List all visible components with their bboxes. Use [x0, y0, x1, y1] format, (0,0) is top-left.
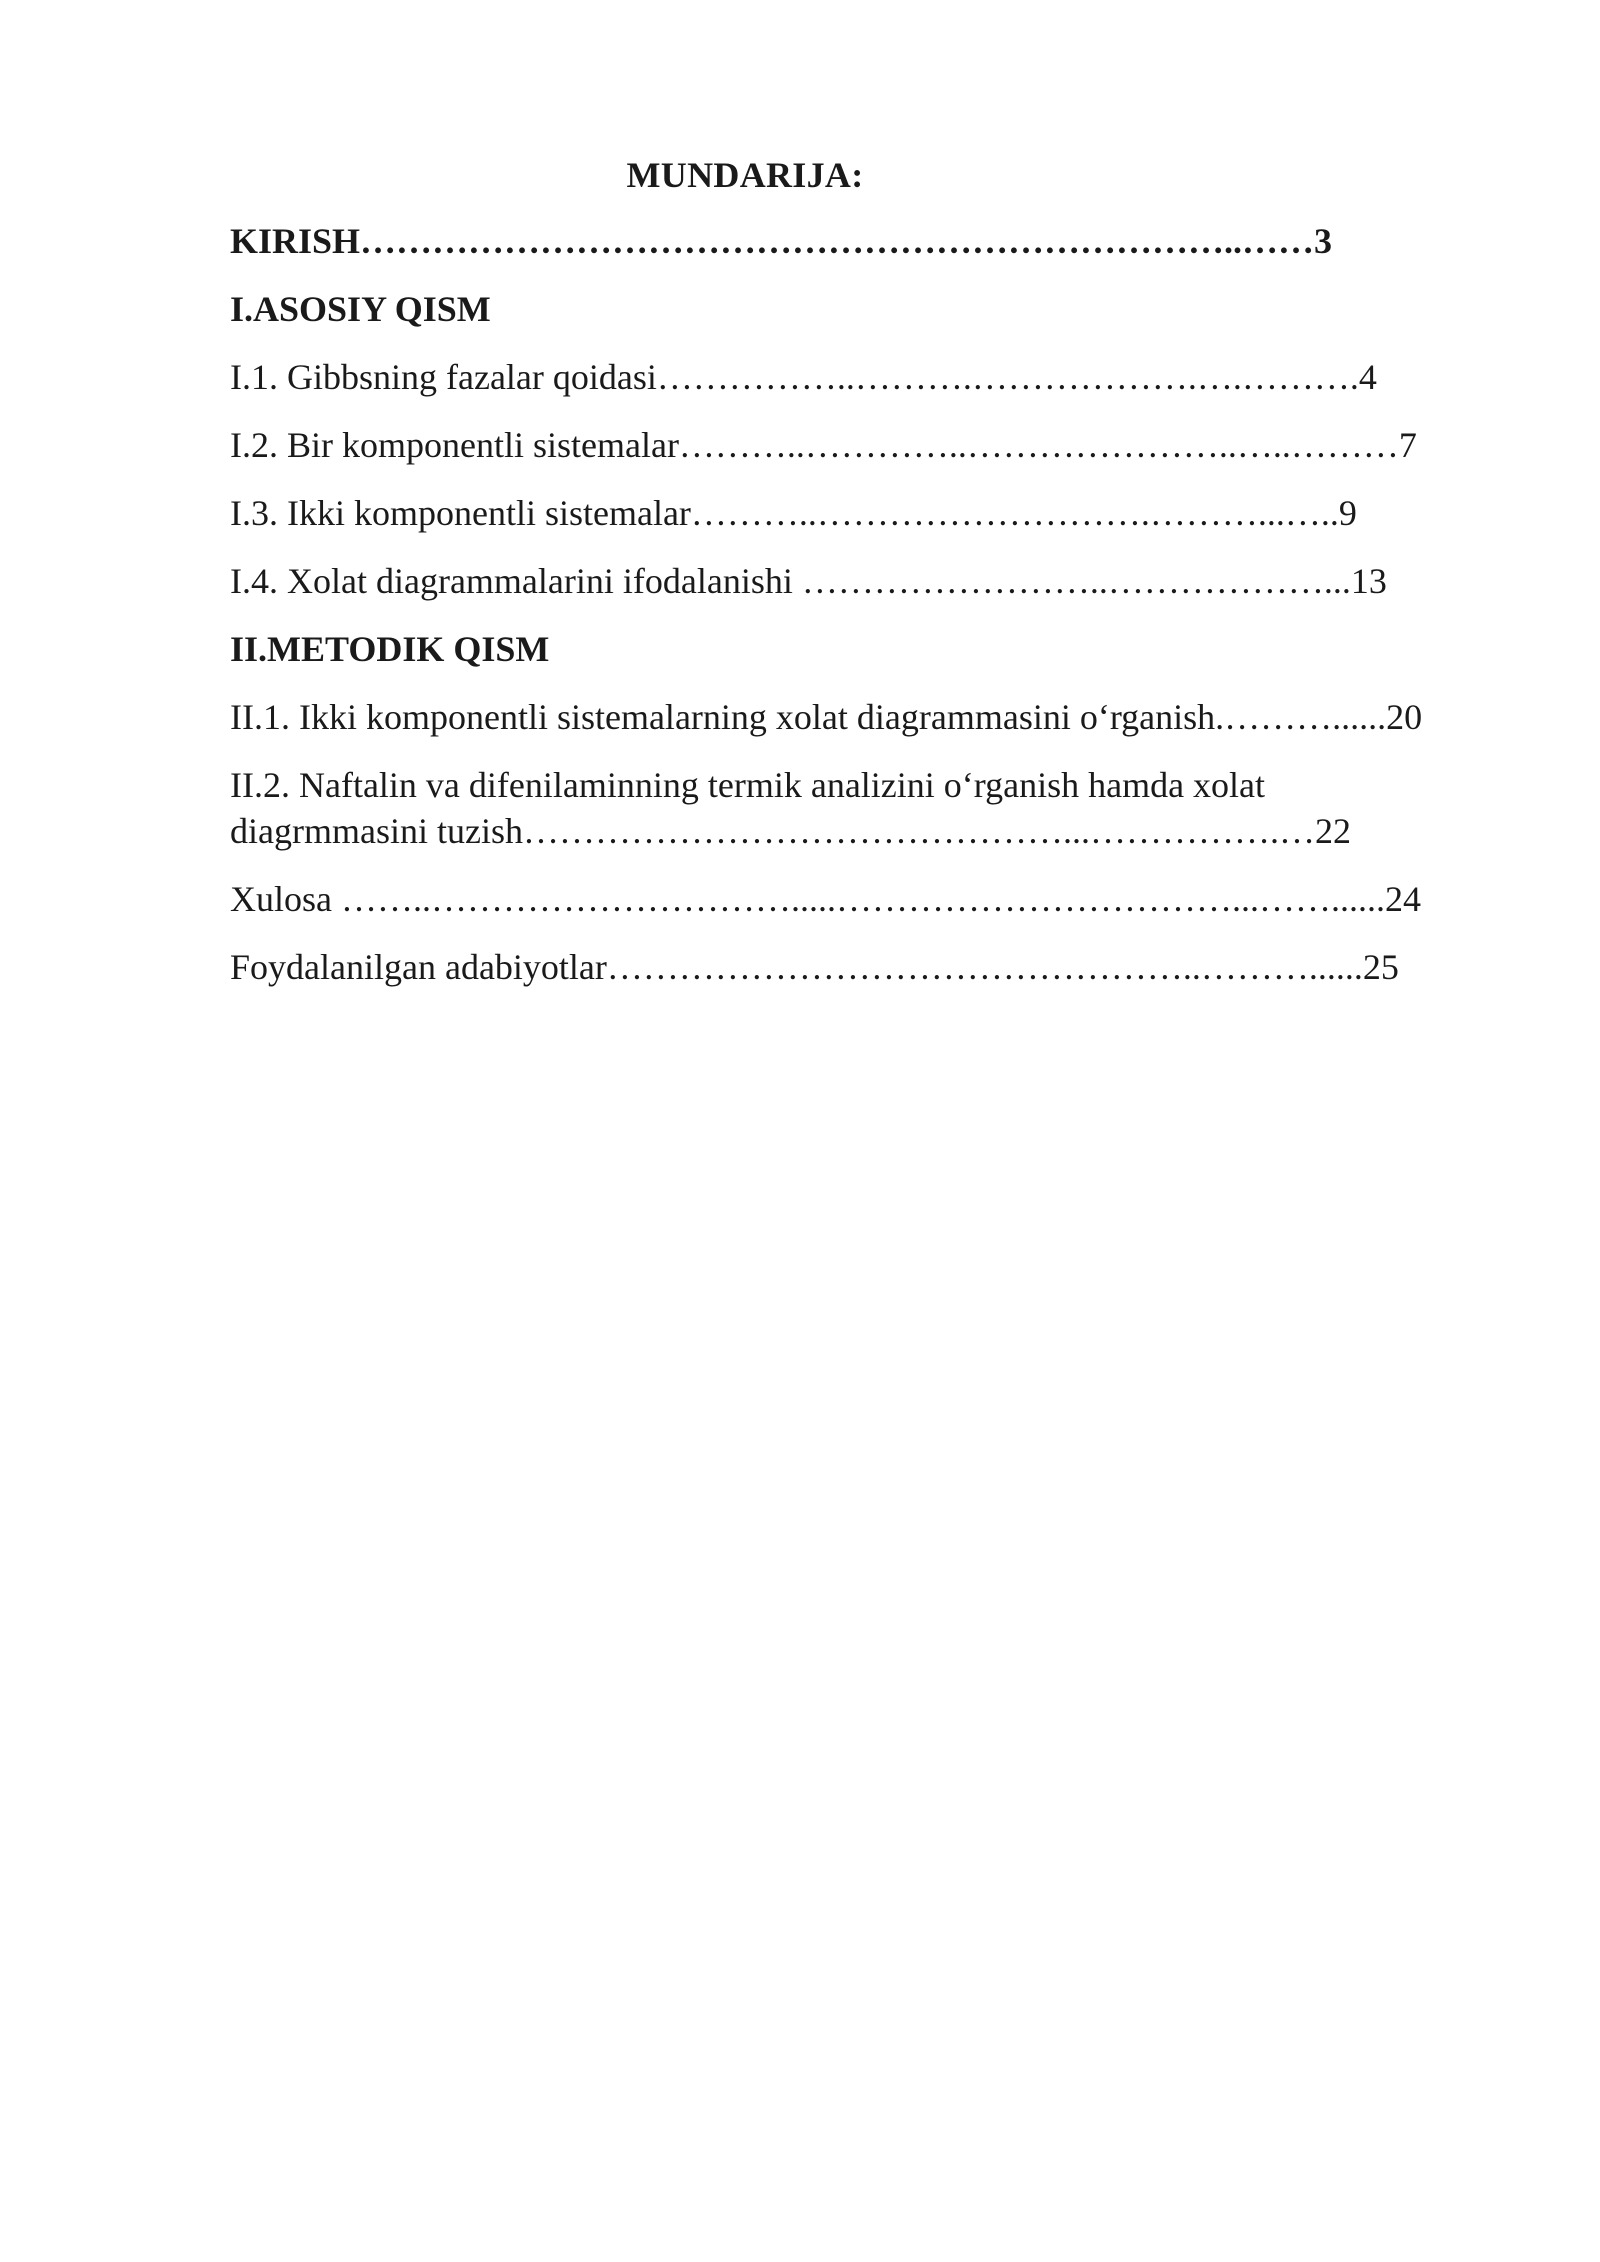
toc-entry-2-2-line-1: II.2. Naftalin va difenilaminning termik analizini o‘rganish hamda xolat	[230, 765, 1266, 805]
toc-entry-2-1: II.1. Ikki komponentli sistemalarning xolat diagrammasini o‘rganish.………......20	[230, 697, 1423, 737]
table-of-contents	[230, 218, 1500, 1012]
toc-section-metodik-qism: II.METODIK QISM	[230, 629, 550, 669]
toc-entry-1-4: I.4. Xolat diagrammalarini ifodalanishi ……………………..………………...13	[230, 561, 1387, 601]
toc-entry-2-2-line-2: diagrmmasini tuzish………………………………………...…………….…22	[230, 811, 1351, 851]
toc-entry-1-2: I.2. Bir komponentli sistemalar………..…………..…………………..…..………7	[230, 425, 1417, 465]
toc-entry-1-1: I.1. Gibbsning fazalar qoidasi……………..……….……………….….……….4	[230, 357, 1377, 397]
toc-title: MUNDARIJA:	[626, 155, 864, 195]
toc-entry-1-3: I.3. Ikki komponentli sistemalar………..……………………….………...…..9	[230, 493, 1357, 533]
toc-entry-adabiyotlar: Foydalanilgan adabiyotlar…………………………………………..………......25	[230, 947, 1399, 987]
toc-section-asosiy-qism: I.ASOSIY QISM	[230, 289, 491, 329]
toc-entry-2-2	[230, 762, 1500, 854]
toc-entry-kirish: KIRISH………………………………………………………………..……3	[230, 221, 1333, 261]
toc-entry-xulosa: Xulosa ……..………………………….....……………………………...……......24	[230, 879, 1421, 919]
